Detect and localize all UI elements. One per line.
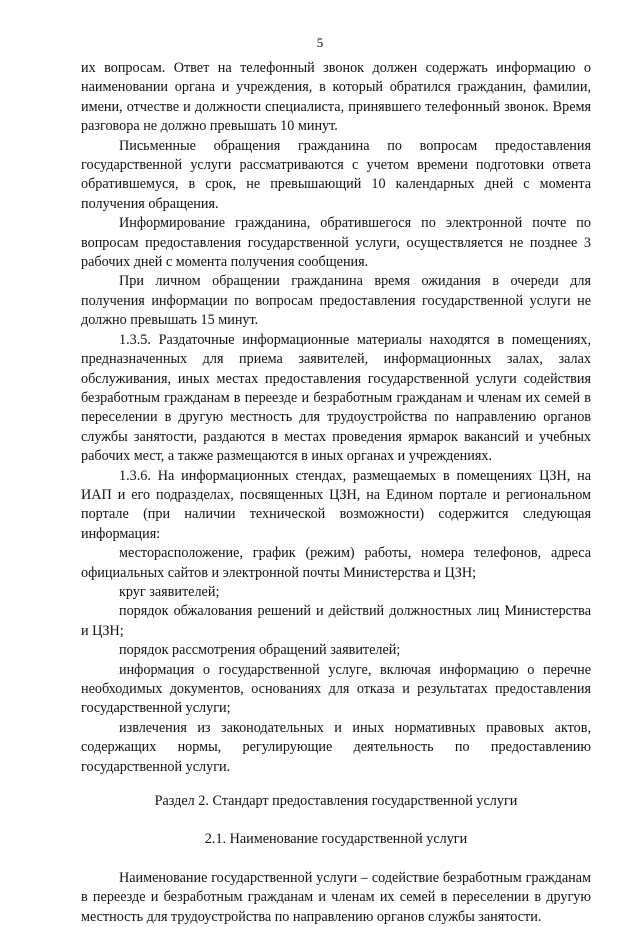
list-item-appeal-procedure: порядок обжалования решений и действий должностных лиц Министерства и ЦЗН; bbox=[81, 603, 591, 639]
section-heading: Раздел 2. Стандарт предоставления государственной услуги bbox=[154, 793, 518, 810]
paragraph-written-appeals: Письменные обращения гражданина по вопросам предоставления государственной услуги рассматриваются с учетом времени подготовки ответа обратившемуся, в срок, не превышающий 10 календарных дней с момента получения обращения. bbox=[81, 137, 591, 212]
document-body bbox=[81, 59, 591, 927]
paragraph-service-name: Наименование государственной услуги – содействие безработным гражданам в переезде и безработным гражданам и членам их семей в переселении в другую местность для трудоустройства по направлению органов службы занятости. bbox=[81, 869, 591, 925]
subsection-heading: 2.1. Наименование государственной услуги bbox=[204, 831, 468, 848]
list-item-service-info: информация о государственной услуге, включая информацию о перечне необходимых документов, основаниях для отказа и результатах предоставления государственной услуги; bbox=[81, 661, 591, 717]
list-item-applicants: круг заявителей; bbox=[119, 583, 220, 600]
list-item-review-procedure: порядок рассмотрения обращений заявителей; bbox=[119, 642, 401, 659]
list-item-location: месторасположение, график (режим) работы, номера телефонов, адреса официальных сайтов и электронной почты Министерства и ЦЗН; bbox=[81, 545, 591, 581]
paragraph-1-3-6: 1.3.6. На информационных стендах, размещаемых в помещениях ЦЗН, на ИАП и его подразделах, посвященных ЦЗН, на Едином портале и региональном портале (при наличии технической возможности) содержится следующая информация: bbox=[81, 467, 591, 542]
page-number: 5 bbox=[316, 35, 324, 50]
paragraph-continuation: их вопросам. Ответ на телефонный звонок должен содержать информацию о наименовании органа и учреждения, в который обратился гражданин, фамилии, имени, отчестве и должности специалиста, принявшего телефонный звонок. Время разговора не должно превышать 10 минут. bbox=[81, 60, 591, 135]
paragraph-personal-visit: При личном обращении гражданина время ожидания в очереди для получения информации по вопросам предоставления государственной услуги не должно превышать 15 минут. bbox=[81, 273, 591, 329]
paragraph-1-3-5: 1.3.5. Раздаточные информационные материалы находятся в помещениях, предназначенных для приема заявителей, информационных залах, залах обслуживания, иных местах предоставления государственной услуги содействия безработным гражданам в переезде и безработным гражданам и членам их семей в переселении в другую местность для трудоустройства по направлению органов службы занятости, раздаются в местах проведения ярмарок вакансий и учебных рабочих мест, а также размещаются в иных органах и учреждениях. bbox=[81, 331, 591, 465]
paragraph-email-info: Информирование гражданина, обратившегося по электронной почте по вопросам предоставления государственной услуги, осуществляется не позднее 3 рабочих дней с момента получения сообщения. bbox=[81, 215, 591, 271]
list-item-legal-extracts: извлечения из законодательных и иных нормативных правовых актов, содержащих нормы, регулирующие деятельность по предоставлению государственной услуги. bbox=[81, 719, 591, 775]
